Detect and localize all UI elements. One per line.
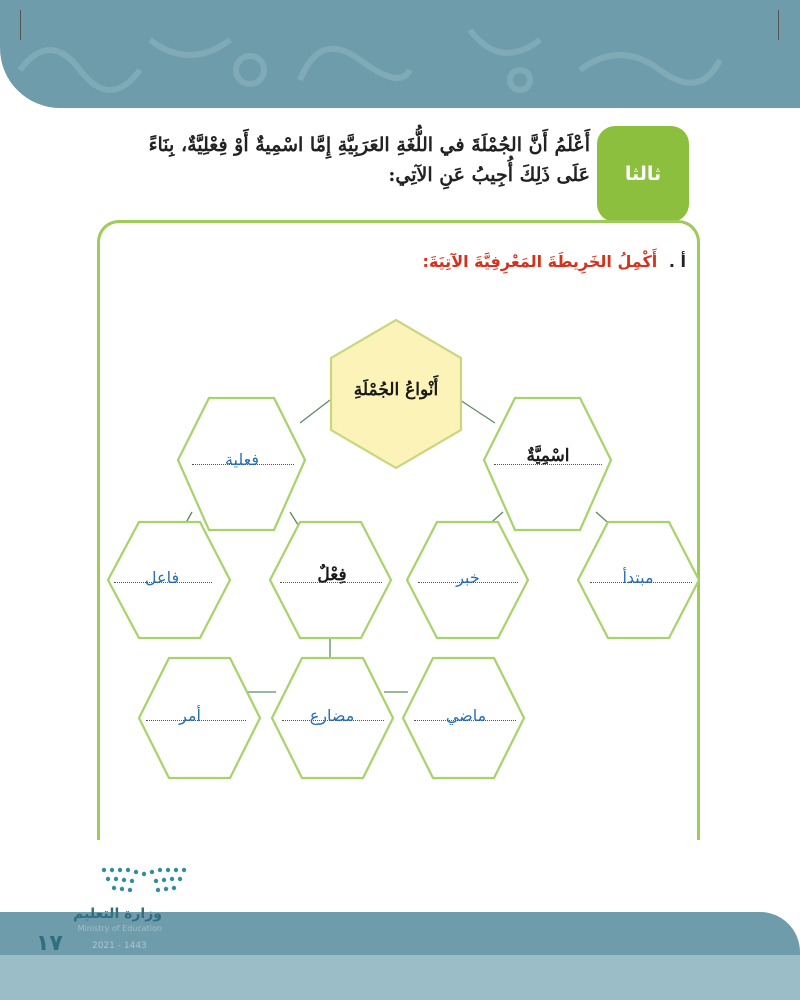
verbal-answer: فعلية: [224, 450, 260, 469]
answer-line: [418, 582, 518, 583]
answer-line: [282, 720, 384, 721]
amr-answer: أمر: [179, 706, 201, 725]
page-number: ١٧: [36, 931, 63, 956]
answer-line: [146, 720, 246, 721]
intro-line-1: أَعْلَمُ أَنَّ الجُمْلَةَ في اللُّغَةِ العَرَبِيَّةِ إِمَّا اسْمِيةٌ أَوْ فِعْلِيَّةٌ، بِنَاءً: [148, 134, 590, 156]
nominal-label: اسْمِيَّةٌ: [526, 446, 570, 466]
faael-answer: فاعل: [144, 568, 180, 587]
answer-line: [114, 582, 212, 583]
mudare-answer: مضارع: [309, 706, 355, 725]
answer-line: [590, 582, 692, 583]
ministry-logo-icon: [96, 862, 192, 898]
task-letter: أ .: [668, 252, 686, 271]
answer-line: [494, 464, 602, 465]
ministry-name-en: Ministry of Education: [77, 924, 162, 933]
task-text: أَكْمِلُ الخَرِيطَةَ المَعْرِفِيَّةَ الآتِيَةَ:: [422, 252, 658, 271]
answer-line: [280, 582, 382, 583]
root-label: أَنْواعُ الجُمْلَةِ: [353, 380, 439, 400]
mubtada-answer: مبتدأ: [622, 568, 654, 587]
ministry-name-ar: وزارة التعليم: [73, 906, 162, 922]
answer-line: [414, 720, 516, 721]
answer-line: [192, 464, 294, 465]
fiel-label: فِعْلٌ: [317, 565, 347, 585]
madi-answer: ماضي: [445, 706, 487, 725]
edition-year: 2021 - 1443: [92, 941, 147, 951]
intro-line-2: عَلَى ذَلِكَ أُجِيبُ عَنِ الآتِي:: [388, 164, 590, 186]
khabar-answer: خبر: [456, 568, 480, 587]
section-label: ثالثا: [597, 126, 689, 222]
footer-band-light: [0, 955, 800, 1000]
